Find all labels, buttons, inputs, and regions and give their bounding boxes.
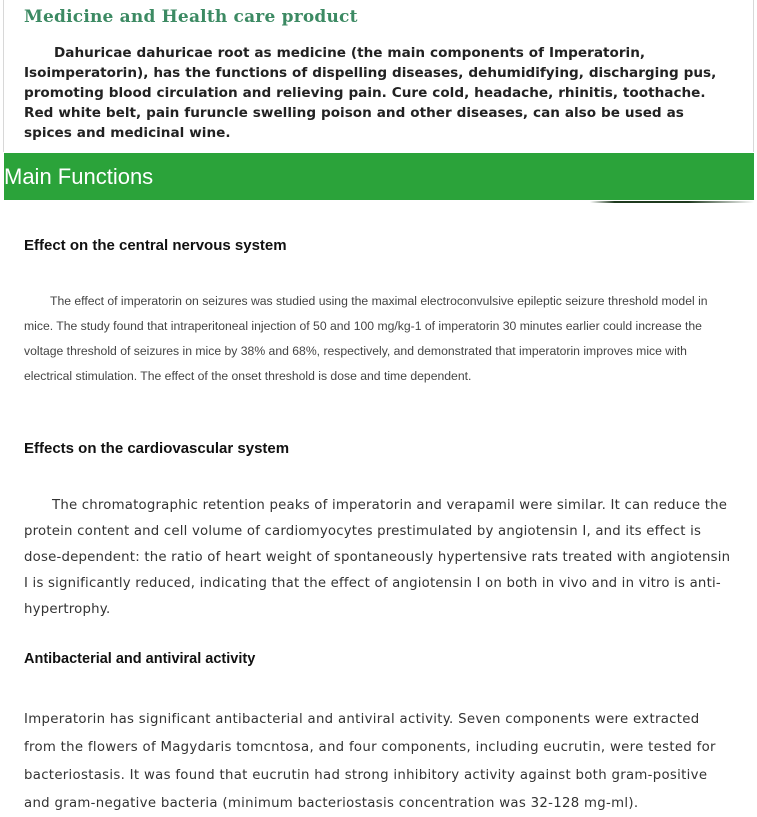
banner-title: Main Functions <box>4 164 154 189</box>
banner-underline-decoration <box>590 201 754 203</box>
section-antibacterial-antiviral <box>24 651 736 811</box>
section-heading: Antibacterial and antiviral activity <box>24 651 256 667</box>
section-heading: Effects on the cardiovascular system <box>24 440 290 457</box>
section-paragraph: The effect of imperatorin on seizures was studied using the maximal electroconvulsive epileptic seizure threshold model in mice. The study found that intraperitoneal injection of 50 and 100 mg/kg-1 of imperatorin 30 minutes earlier could increase the voltage threshold of seizures in mice by 38% and 68%, respectively, and demonstrated that imperatorin improves mice with electrical stimulation. The effect of the onset threshold is dose and time dependent. <box>24 294 708 383</box>
section-paragraph: The chromatographic retention peaks of imperatorin and verapamil were similar. It can reduce the protein content and cell volume of cardiomyocytes prestimulated by angiotensin I, and its effect is dose-dependent: the ratio of heart weight of spontaneously hypertensive rats treated with angiotensin I is significantly reduced, indicating that the effect of angiotensin I on both in vivo and in vitro is anti-hypertrophy. <box>24 498 731 617</box>
section-paragraph: Imperatorin has significant antibacterial and antiviral activity. Seven components were extracted from the flowers of Magydaris tomcntosa, and four components, including eucrutin, were tested for bacteriostasis. It was found that eucrutin had strong inhibitory activity against both gram-positive and gram-negative bacteria (minimum bacteriostasis concentration was 32-128 mg-ml). <box>24 712 716 811</box>
intro-title: Medicine and Health care product <box>24 7 358 27</box>
section-heading: Effect on the central nervous system <box>24 237 287 254</box>
section-cardiovascular-system <box>24 440 736 617</box>
main-functions-banner <box>4 153 754 200</box>
intro-paragraph: Dahuricae dahuricae root as medicine (the main components of Imperatorin, Isoimperatorin), has the functions of dispelling diseases, dehumidifying, discharging pus, promoting blood circulation and relieving pain. Cure cold, headache, rhinitis, toothache. Red white belt, pain furuncle swelling poison and other diseases, can also be used as spices and medicinal wine. <box>24 45 717 141</box>
left-border <box>3 0 4 152</box>
section-central-nervous-system <box>24 237 736 383</box>
right-border <box>753 0 754 152</box>
